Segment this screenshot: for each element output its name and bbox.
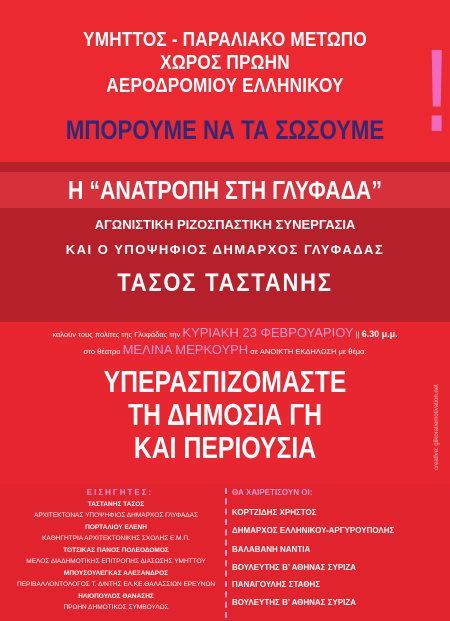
designer-credit: creative: glikoratiemotivation.net [434, 384, 440, 470]
speaker-name: ΗΛΙΟΠΟΥΛΟΣ ΘΑΝΑΣΗΣ [78, 593, 154, 600]
organizer-subtitle-2: ΚΑΙ Ο ΥΠΟΨΗΦΙΟΣ ΔΗΜΑΡΧΟΣ ΓΛΥΦΑΔΑΣ [65, 242, 385, 257]
venue-prefix: στο θέατρο [83, 347, 121, 356]
greeters-heading: ΘΑ ΧΑΙΡΕΤΙΣΟΥΝ ΟΙ: [232, 488, 313, 497]
event-date: ΚΥΡΙΑΚΗ 23 ΦΕΒΡΟΥΑΡΙΟΥ [182, 325, 354, 340]
speaker-role: ΜΕΛΟΣ ΔΙΑΔΗΜΟΤΙΚΗΣ ΕΠΙΤΡΟΠΗΣ ΔΙΑΣΩΣΗΣ ΥΜΗΤΤΟΥ [26, 558, 206, 565]
event-info-line-1 [0, 327, 450, 341]
speaker-name: ΤΑΣΤΑΝΗΣ ΤΑΣΟΣ [87, 501, 145, 508]
theme-line-1: ΥΠΕΡΑΣΠΙΖΟΜΑΣΤΕ [103, 364, 347, 399]
header-line-3: ΑΕΡΟΔΡΟΜΙΟΥ ΕΛΛΗΝΙΚΟΥ [106, 75, 344, 97]
event-info-line-2 [0, 344, 450, 358]
speakers-heading: ΕΙΣΗΓΗΤΕΣ: [86, 488, 154, 497]
slogan: ΜΠΟΡΟΥΜΕ ΝΑ ΤΑ ΣΩΣΟΥΜΕ [65, 115, 385, 145]
speaker-role: ΑΡΧΙΤΕΚΤΟΝΑΣ ΥΠΟΨΗΦΙΟΣ ΔΗΜΑΡΧΟΣ ΓΛΥΦΑΔΑΣ [33, 512, 198, 519]
greeter-line: ΔΗΜΑΡΧΟΣ ΕΛΛΗΝΙΚΟΥ-ΑΡΓΥΡΟΥΠΟΛΗΣ [232, 526, 395, 535]
speaker-role: ΠΡΩΗΝ ΔΗΜΟΤΙΚΟΣ ΣΥΜΒΟΥΛΟΣ [63, 604, 169, 611]
speaker-name: ΠΟΡΤΑΛΙΟΥ ΕΛΕΝΗ [85, 524, 147, 531]
greeter-line: ΒΟΥΛΕΥΤΗΣ Β’ ΑΘΗΝΑΣ ΣΥΡΙΖΑ [232, 563, 357, 572]
theme-line-3: ΚΑΙ ΠΕΡΙΟΥΣΙΑ [133, 430, 317, 465]
organizer-subtitle-1: ΑΓΩΝΙΣΤΙΚΗ ΡΙΖΟΣΠΑΣΤΙΚΗ ΣΥΝΕΡΓΑΣΙΑ [94, 217, 356, 232]
organizer-banner: Η “ΑΝΑΤΡΟΠΗ ΣΤΗ ΓΛΥΦΑΔΑ” [68, 175, 382, 205]
speaker-role: ΠΕΡΙΒΑΛΛΟΝΤΟΛΟΓΟΣ Τ. Δ/ΝΤΗΣ ΕΛ.ΚΕ.ΘΑΛΑΣΣΙΩΝ ΕΡΕΥΝΩΝ [16, 581, 216, 588]
greeter-line: ΒΟΥΛΕΥΤΗΣ Β’ ΑΘΗΝΑΣ ΣΥΡΙΖΑ [232, 598, 357, 607]
theme-line-2: ΤΗ ΔΗΜΟΣΙΑ ΓΗ [127, 397, 323, 432]
speaker-role: ΚΑΘΗΓΗΤΡΙΑ ΑΡΧΙΤΕΚΤΟΝΙΚΗΣ ΣΧΟΛΗΣ Ε.Μ.Π. [42, 535, 190, 542]
column-divider [225, 488, 227, 618]
greeter-line: ΚΟΡΤΖΙΔΗΣ ΧΡΗΣΤΟΣ [232, 508, 317, 517]
event-time: 6.30 μ.μ. [361, 329, 398, 339]
separator: || [355, 330, 360, 339]
greeter-line: ΒΑΛΑΒΑΝΗ ΝΑΝΤΙΑ [232, 545, 311, 554]
greeter-line: ΠΑΝΑΓΟΥΛΗΣ ΣΤΑΘΗΣ [232, 580, 321, 589]
speaker-name: ΜΠΟΥΣΟΥΛΕΓΚΑΣ ΑΛΕΞΑΝΔΡΟΣ [63, 570, 169, 577]
venue-suffix: σε ΑΝΟΙΚΤΗ ΕΚΔΗΛΩΣΗ με θέμα: [250, 347, 367, 356]
header-line-2: ΧΩΡΟΣ ΠΡΩΗΝ [160, 52, 290, 74]
speaker-name: ΤΟΤΣΙΚΑΣ ΠΑΝΟΣ ΠΟΛΕΟΔΟΜΟΣ [63, 547, 169, 554]
header-line-1: ΥΜΗΤΤΟΣ - ΠΑΡΑΛΙΑΚΟ ΜΕΤΩΠΟ [83, 29, 367, 51]
candidate-name: ΤΑΣΟΣ ΤΑΣΤΑΝΗΣ [117, 269, 333, 297]
exclamation-mark: ! [425, 25, 449, 157]
invite-text: καλούν τους πολίτες της Γλυφάδας την [52, 330, 181, 339]
event-venue: ΜΕΛΙΝΑ ΜΕΡΚΟΥΡΗ [122, 342, 249, 357]
